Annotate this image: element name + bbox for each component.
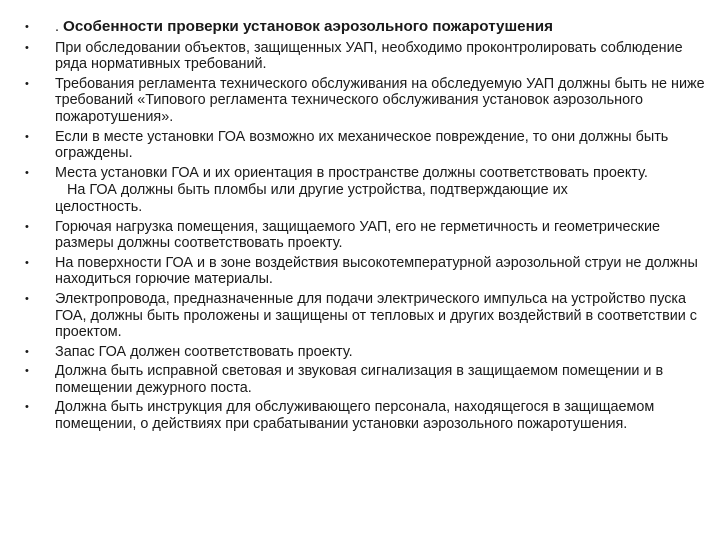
- note-first-line: На ГОА должны быть пломбы или другие устройства, подтверждающие их: [67, 182, 568, 199]
- list-item: [22, 165, 706, 182]
- list-item: [22, 344, 706, 361]
- bullet-icon: •: [25, 256, 29, 269]
- list-item: [22, 399, 706, 432]
- list-item: [22, 40, 706, 73]
- list-item-text: На поверхности ГОА и в зоне воздействия высокотемпературной аэрозольной струи не должны находиться горючие материалы.: [55, 254, 698, 288]
- bullet-icon: •: [25, 401, 29, 414]
- list-item-text: Должна быть инструкция для обслуживающего персонала, находящегося в защищаемом помещении, о действиях при срабатывании установки аэрозольного пожаротушения.: [55, 399, 655, 433]
- list-item-text: Требования регламента технического обслуживания на обследуемую УАП должны быть не ниже требований «Типового регламента технического обслуживания установок аэрозольного пожаротушения».: [55, 75, 705, 125]
- list-item-text: Электропровода, предназначенные для подачи электрического импульса на устройство пуска ГОА, должны быть проложены и защищены от тепловых и других воздействий в соответствии с проектом.: [55, 290, 697, 341]
- bullet-list: [22, 19, 706, 433]
- bullet-icon: •: [25, 41, 29, 54]
- list-item-text: Горючая нагрузка помещения, защищаемого УАП, его не герметичность и геометрические размеры должны соответствовать проекту.: [55, 218, 660, 252]
- title-prefix: .: [55, 19, 59, 35]
- list-item: [22, 291, 706, 341]
- list-item: [22, 129, 706, 162]
- bullet-icon: •: [25, 166, 29, 179]
- title-item: [22, 19, 706, 36]
- list-item: [22, 219, 706, 252]
- list-item-text: Если в месте установки ГОА возможно их механическое повреждение, то они должны быть ограждены.: [55, 128, 669, 162]
- list-item: [22, 76, 706, 126]
- note-continuation: целостность.: [55, 198, 143, 215]
- note-paragraph: [22, 182, 706, 215]
- list-item-text: Запас ГОА должен соответствовать проекту.: [55, 343, 353, 360]
- list-item-text: Места установки ГОА и их ориентация в пространстве должны соответствовать проекту.: [55, 164, 648, 181]
- list-item: [22, 363, 706, 396]
- slide-title: Особенности проверки установок аэрозольного пожаротушения: [63, 18, 553, 35]
- bullet-icon: •: [25, 292, 29, 305]
- bullet-icon: •: [25, 220, 29, 233]
- bullet-icon: •: [25, 365, 29, 378]
- bullet-icon: •: [25, 345, 29, 358]
- bullet-icon: •: [25, 21, 29, 33]
- bullet-icon: •: [25, 130, 29, 143]
- list-item-text: Должна быть исправной световая и звуковая сигнализация в защищаемом помещении и в помещении дежурного поста.: [55, 363, 664, 396]
- list-item: [22, 255, 706, 288]
- bullet-icon: •: [25, 77, 29, 90]
- list-item-text: При обследовании объектов, защищенных УАП, необходимо проконтролировать соблюдение ряда нормативных требований.: [55, 39, 683, 73]
